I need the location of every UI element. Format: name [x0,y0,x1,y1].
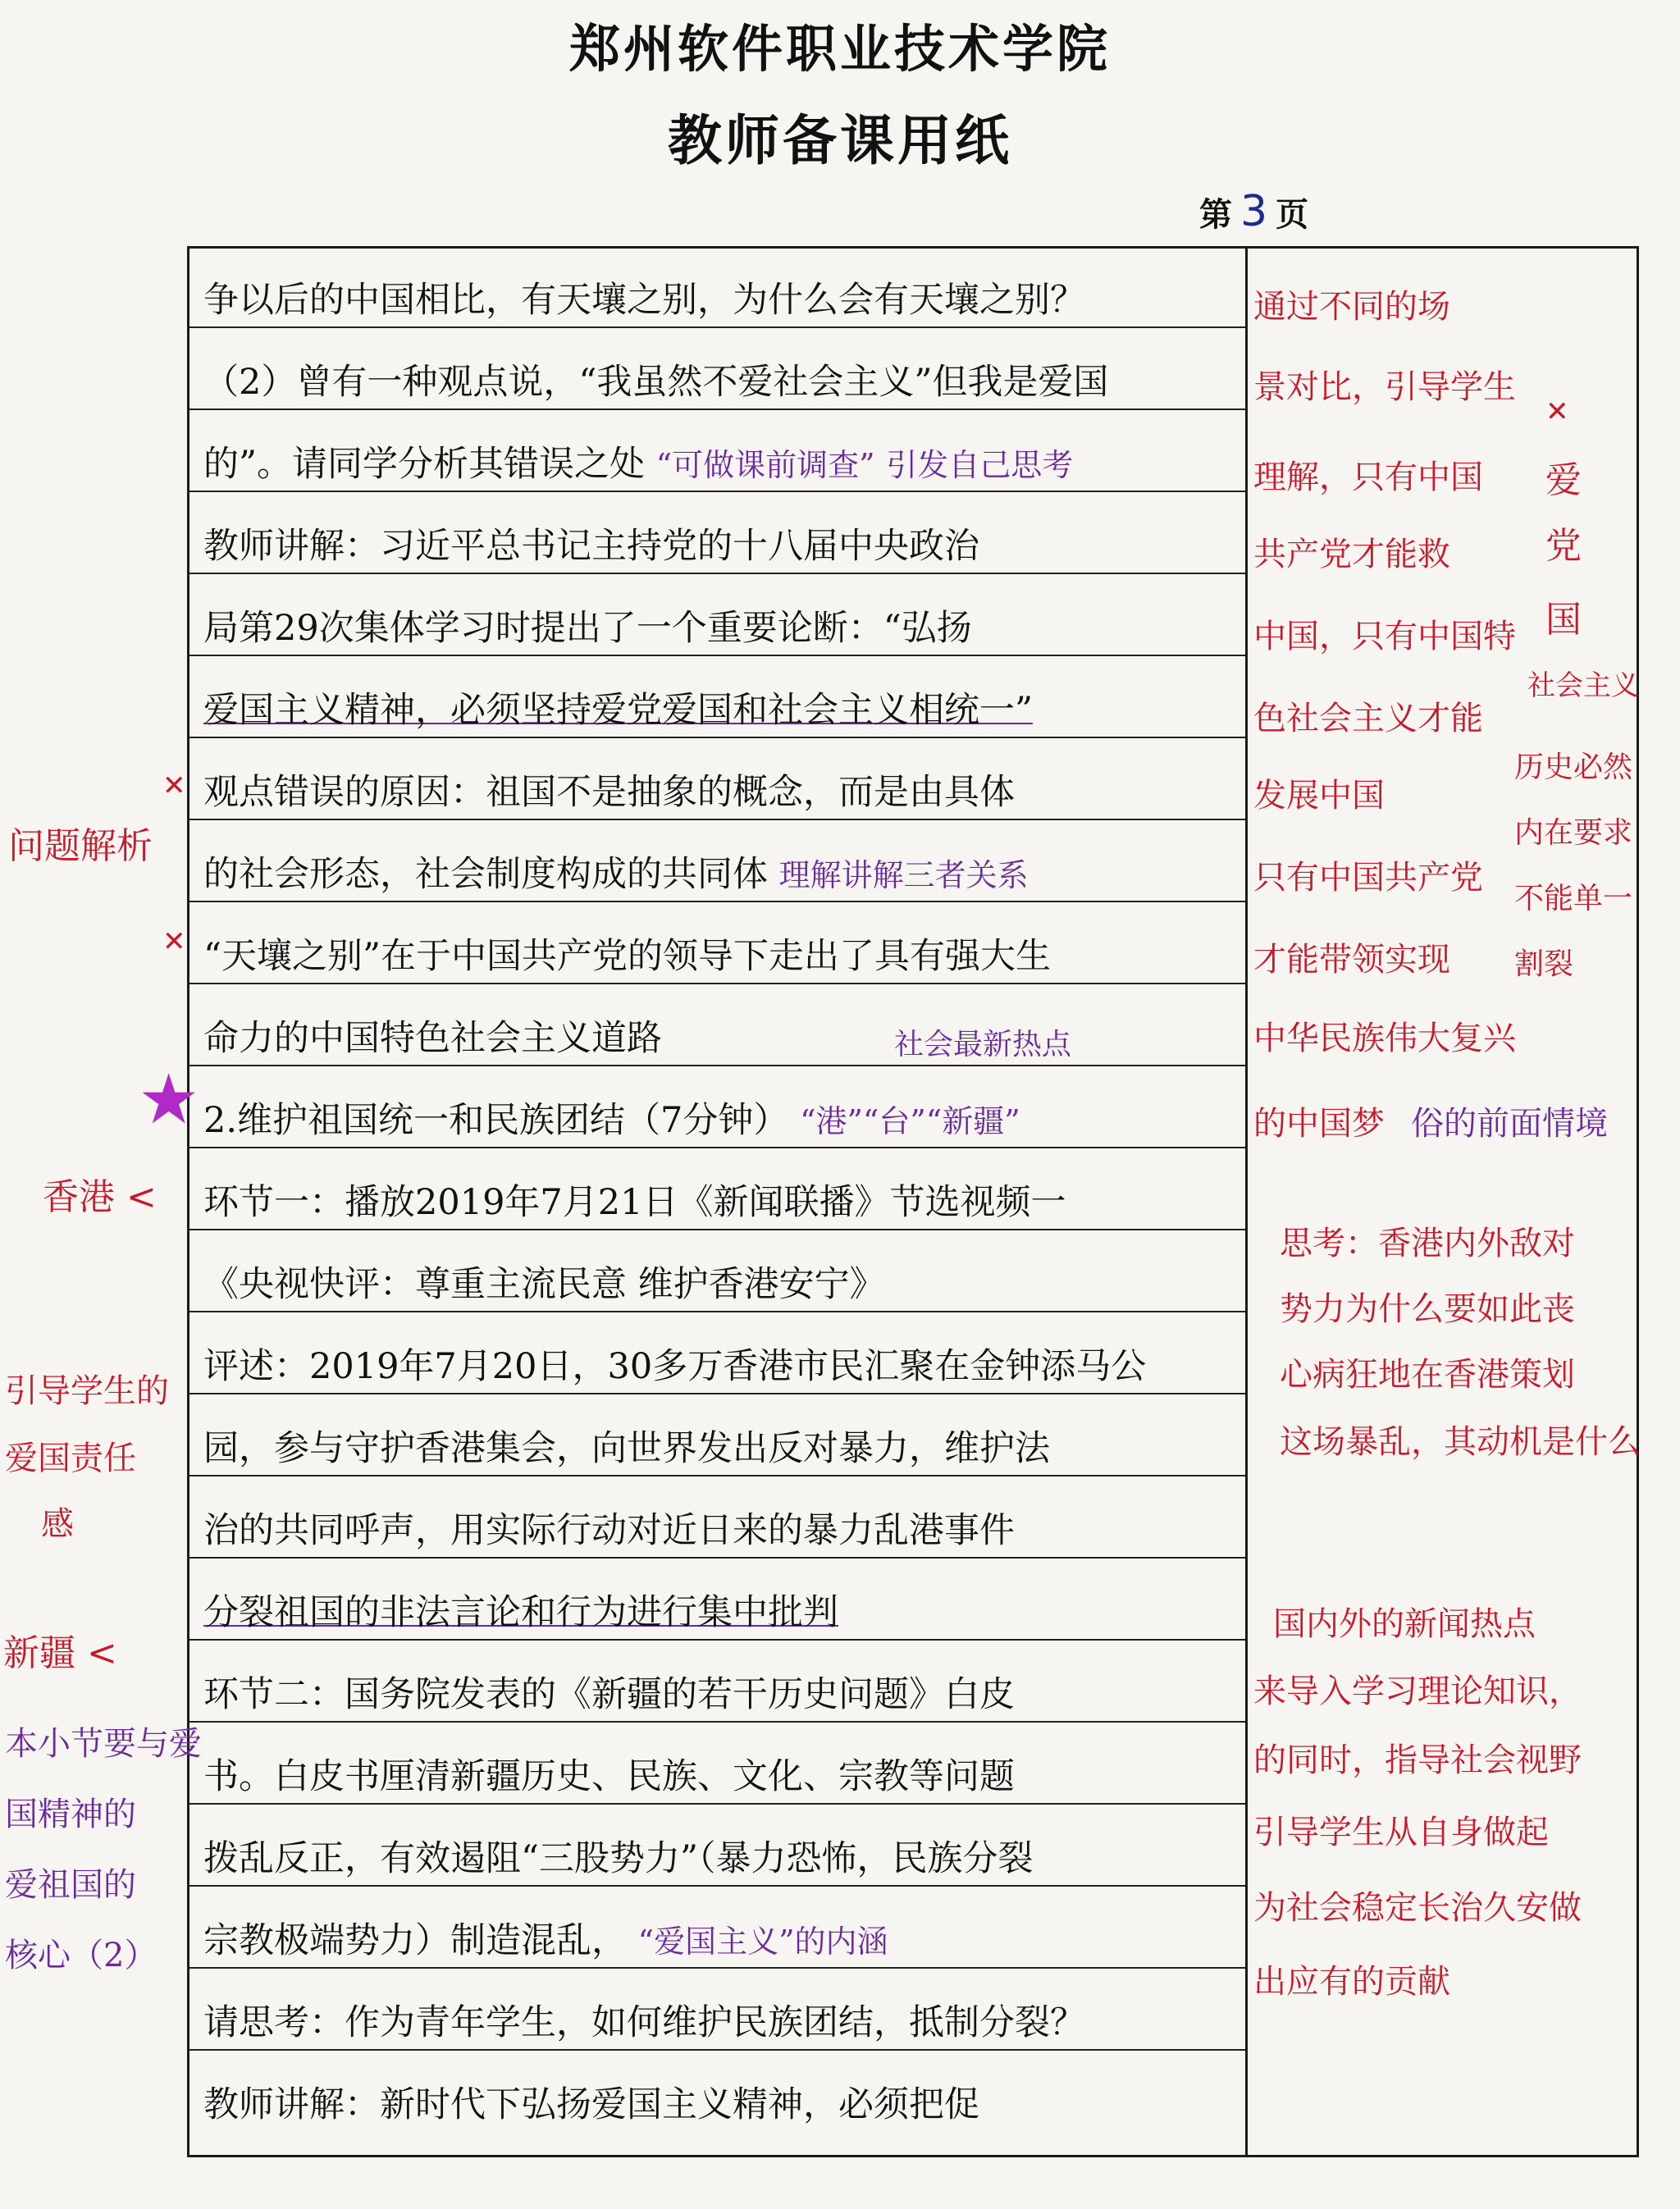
left-note-spirit-line-2: 国精神的 [5,1796,136,1833]
ruled-line [189,1393,1245,1394]
right-note-1-line-6: 色社会主义才能 [1253,700,1483,737]
right-note-3-line-6: 出应有的贡献 [1253,1963,1450,2001]
ruled-line [189,1557,1245,1559]
column-divider [1245,246,1248,2157]
right-note-2-line-2: 势力为什么要如此丧 [1280,1290,1575,1328]
body-line-21 [203,1915,1245,1967]
far-right-note-4: 社会主义 [1527,669,1639,702]
right-note-2-line-1: 思考：香港内外敌对 [1280,1225,1575,1262]
ruled-line [189,901,1245,902]
right-note-1-line-3: 理解，只有中国 [1253,459,1483,496]
page-number: 3 [1240,187,1268,236]
body-line-4: 教师讲解：习近平总书记主持党的十八届中央政治 [203,526,979,567]
right-note-3-line-4: 引导学生从自身做起 [1253,1814,1549,1851]
far-right-note-8: 割裂 [1514,947,1574,981]
far-right-note-1: 爱 [1545,459,1582,501]
body-line-8-text: 的社会形态，社会制度构成的共同体 [203,854,768,895]
left-note-guide-line-1: 引导学生的 [5,1372,169,1410]
left-note-guide-line-3: 感 [41,1505,74,1543]
body-line-13: 《央视快评：尊重主流民意 维护香港安宁》 [203,1264,885,1305]
ruled-line [189,1885,1245,1887]
body-line-12: 环节一：播放2019年7月21日《新闻联播》节选视频一 [203,1182,1066,1223]
cross-mark-icon: ✕ [162,925,186,958]
left-note-spirit-line-4: 核心（2） [5,1937,158,1974]
ruled-line [189,737,1245,738]
ruled-line [189,1639,1245,1641]
ruled-line [189,655,1245,656]
body-line-17: 分裂祖国的非法言论和行为进行集中批判 [203,1592,838,1633]
ruled-line [189,491,1245,492]
ruled-line [189,408,1245,410]
cross-mark-icon: ✕ [162,769,186,802]
right-note-2-line-3: 心病狂地在香港策划 [1280,1356,1575,1394]
page-number-label [1199,187,1308,236]
far-right-note-3: 国 [1545,599,1582,641]
inline-annotation-regions: “港”“台”“新疆” [800,1103,1020,1139]
body-line-21-text: 宗教极端势力）制造混乱， [203,1920,627,1961]
body-line-9: “天壤之别”在于中国共产党的领导下走出了具有强大生 [203,936,1051,977]
right-note-1-line-7: 发展中国 [1253,777,1385,815]
ruled-line [189,983,1245,984]
ruled-line [189,1803,1245,1805]
inline-annotation-survey: “可做课前调查” [655,447,875,483]
body-line-8 [203,848,1245,901]
body-line-15: 园，参与守护香港集会，向世界发出反对暴力，维护法 [203,1428,1050,1469]
right-note-3-line-2: 来导入学习理论知识， [1253,1673,1582,1710]
ruled-line [189,573,1245,574]
ruled-line [189,326,1245,328]
left-note-spirit-line-1: 本小节要与爱 [5,1725,202,1763]
body-line-23: 教师讲解：新时代下弘扬爱国主义精神，必须把促 [203,2084,979,2125]
inline-annotation-relation: 理解讲解三者关系 [778,857,1029,893]
far-right-note-2: 党 [1545,525,1582,567]
right-note-1-tail: 俗的前面情境 [1411,1105,1608,1143]
right-note-1-line-9: 才能带领实现 [1253,941,1450,979]
body-line-20: 拨乱反正，有效遏阻“三股势力”（暴力恐怖，民族分裂 [203,1838,1034,1879]
body-line-16: 治的共同呼声，用实际行动对近日来的暴力乱港事件 [203,1510,1015,1551]
left-note-guide-line-2: 爱国责任 [5,1440,136,1477]
body-line-10: 命力的中国特色社会主义道路 [203,1018,662,1059]
body-line-22: 请思考：作为青年学生，如何维护民族团结，抵制分裂？ [203,2002,1085,2043]
body-line-11 [203,1094,1245,1147]
far-right-note-7: 不能单一 [1514,882,1633,915]
right-note-1-line-10: 中华民族伟大复兴 [1253,1020,1516,1057]
ruled-line [189,1721,1245,1723]
ruled-line [189,1065,1245,1066]
ruled-line [189,1475,1245,1476]
body-line-3 [203,438,1245,491]
ruled-line [189,1311,1245,1312]
right-note-1-line-5: 中国，只有中国特 [1253,618,1516,655]
ruled-line [189,1147,1245,1148]
body-line-11-text: 2.维护祖国统一和民族团结（7分钟） [203,1100,789,1141]
body-line-3-text: 的”。请同学分析其错误之处 [203,444,645,485]
inline-annotation-patriotism: “爱国主义”的内涵 [637,1924,888,1960]
star-icon: ★ [138,1059,200,1139]
right-note-1-line-11: 的中国梦 [1253,1105,1385,1143]
right-note-3-line-1: 国内外的新闻热点 [1273,1605,1536,1643]
left-note-problem-analysis: 问题解析 [8,825,153,867]
body-line-14: 评述：2019年7月20日，30多万香港市民汇聚在金钟添马公 [203,1346,1147,1387]
paper-title: 教师备课用纸 [668,108,1012,172]
left-note-xinjiang: 新疆 < [3,1632,117,1674]
body-line-7: 观点错误的原因：祖国不是抽象的概念，而是由具体 [203,772,1015,813]
right-note-3-line-3: 的同时，指导社会视野 [1253,1741,1582,1779]
far-right-note-6: 内在要求 [1514,816,1633,850]
right-note-2-line-4: 这场暴乱，其动机是什么 [1280,1423,1641,1461]
body-line-18: 环节二：国务院发表的《新疆的若干历史问题》白皮 [203,1674,1015,1715]
page-prefix: 第 [1199,195,1232,234]
right-note-3-line-5: 为社会稳定长治久安做 [1253,1889,1582,1927]
left-note-hongkong: 香港 < [43,1176,157,1218]
inline-annotation-hot-topic: 社会最新热点 [894,1028,1072,1061]
ruled-line [189,2049,1245,2051]
far-right-note-5: 历史必然 [1514,751,1633,784]
ruled-line [189,1229,1245,1230]
body-line-5: 局第29次集体学习时提出了一个重要论断：“弘扬 [203,608,972,649]
school-name: 郑州软件职业技术学院 [568,19,1111,79]
page-suffix: 页 [1276,195,1309,234]
body-line-1: 争以后的中国相比，有天壤之别，为什么会有天壤之别？ [203,280,1085,321]
right-note-1-line-2: 景对比，引导学生 [1253,368,1516,406]
body-line-2: （2）曾有一种观点说，“我虽然不爱社会主义”但我是爱国 [203,362,1109,403]
right-note-1-line-1: 通过不同的场 [1253,288,1450,326]
cross-mark-icon: ✕ [1545,395,1569,428]
left-note-spirit-line-3: 爱祖国的 [5,1866,136,1904]
ruled-line [189,1967,1245,1969]
right-note-1-line-4: 共产党才能救 [1253,536,1450,573]
body-line-6: 爱国主义精神，必须坚持爱党爱国和社会主义相统一” [203,690,1033,731]
right-note-1-line-8: 只有中国共产党 [1253,859,1483,897]
body-line-19: 书。白皮书厘清新疆历史、民族、文化、宗教等问题 [203,1756,1015,1797]
inline-annotation-reflect: 引发自己思考 [886,447,1074,483]
ruled-line [189,819,1245,820]
